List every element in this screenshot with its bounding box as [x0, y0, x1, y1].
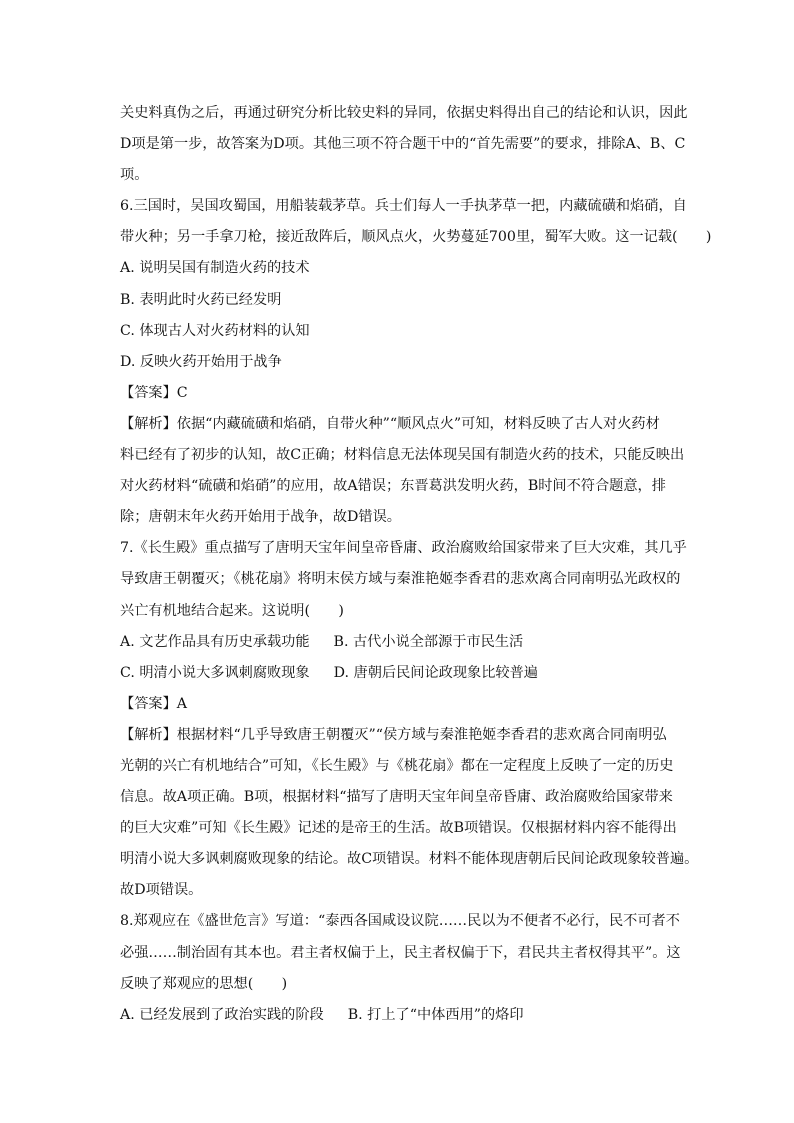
q6-stem-line: 6.三国时，吴国攻蜀国，用船装载茅草。兵士们每人一手执茅草一把，内藏硫磺和焰硝，自	[120, 198, 687, 215]
q6-option-a: A. 说明吴国有制造火药的技术	[120, 260, 310, 277]
q6-analysis-line: 料已经有了初步的认知，故C正确；材料信息无法体现吴国有制造火药的技术，只能反映出	[120, 447, 685, 464]
q8-option-a: A. 已经发展到了政治实践的阶段	[120, 1006, 324, 1023]
q8-stem-line: 8.郑观应在《盛世危言》写道：“泰西各国咸设议院……民以为不便者不必行，民不可者不	[120, 913, 680, 930]
q7-answer: 【答案】A	[120, 695, 187, 712]
q7-stem-line: 兴亡有机地结合起来。这说明( )	[120, 602, 344, 619]
q7-options-row	[120, 658, 680, 689]
prev-analysis-line: 关史料真伪之后，再通过研究分析比较史料的异同，依据史料得出自己的结论和认识，因此	[120, 105, 688, 121]
q7-option-b: B. 古代小说全部源于市民生活	[333, 633, 524, 650]
q7-option-c: C. 明清小说大多讽刺腐败现象	[120, 664, 310, 681]
q7-analysis-line: 光朝的兴亡有机地结合”可知，《长生殿》与《桃花扇》都在一定程度上反映了一定的历史	[120, 757, 674, 774]
page-content	[120, 98, 712, 1031]
prev-analysis-line: 项。	[120, 167, 149, 184]
prev-analysis-line: D项是第一步，故答案为D项。其他三项不符合题干中的“首先需要”的要求，排除A、B、C	[120, 136, 686, 153]
q8-stem-line: 反映了郑观应的思想( )	[120, 975, 288, 992]
q7-options-row	[120, 627, 680, 658]
q6-option-d: D. 反映火药开始用于战争	[120, 353, 282, 370]
q7-analysis-line: 【解析】根据材料“几乎导致唐王朝覆灭”“侯方域与秦淮艳姬李香君的悲欢离合同南明弘	[120, 726, 667, 743]
q6-answer: 【答案】C	[120, 384, 188, 401]
q7-option-d: D. 唐朝后民间论政现象比较普遍	[333, 664, 538, 681]
q8-options-row	[120, 1000, 680, 1031]
q8-stem-line: 必强……制治固有其本也。君主者权偏于上，民主者权偏于下，君民共主者权得其平”。这	[120, 944, 681, 961]
q7-stem-line: 7.《长生殿》重点描写了唐明天宝年间皇帝昏庸、政治腐败给国家带来了巨大灾难，其几乎	[120, 540, 687, 557]
q7-analysis-line: 明清小说大多讽刺腐败现象的结论。故C项错误。材料不能体现唐朝后民间论政现象较普遍。	[120, 851, 699, 868]
q6-analysis-line: 除；唐朝末年火药开始用于战争，故D错误。	[120, 509, 401, 526]
q6-stem-line: 带火种；另一手拿刀枪，接近敌阵后，顺风点火，火势蔓延700里，蜀军大败。这一记载( )	[120, 229, 712, 246]
q6-analysis-line: 对火药材料“硫磺和焰硝”的应用，故A错误；东晋葛洪发明火药，B时间不符合题意，排	[120, 478, 666, 495]
q7-analysis-line: 的巨大灾难”可知《长生殿》记述的是帝王的生活。故B项错误。仅根据材料内容不能得出	[120, 820, 677, 837]
q7-stem-line: 导致唐王朝覆灭；《桃花扇》将明末侯方域与秦淮艳姬李香君的悲欢离合同南明弘光政权的	[120, 571, 681, 588]
q7-analysis-line: 信息。故A项正确。B项，根据材料“描写了唐明天宝年间皇帝昏庸、政治腐败给国家带来	[120, 789, 673, 806]
q6-option-c: C. 体现古人对火药材料的认知	[120, 322, 310, 339]
q7-analysis-line: 故D项错误。	[120, 882, 203, 899]
q8-option-b: B. 打上了“中体西用”的烙印	[347, 1006, 524, 1023]
q6-option-b: B. 表明此时火药已经发明	[120, 291, 282, 308]
q7-option-a: A. 文艺作品具有历史承载功能	[120, 633, 310, 650]
q6-analysis-line: 【解析】依据“内藏硫磺和焰硝，自带火种”“顺风点火”可知，材料反映了古人对火药材	[120, 415, 660, 432]
